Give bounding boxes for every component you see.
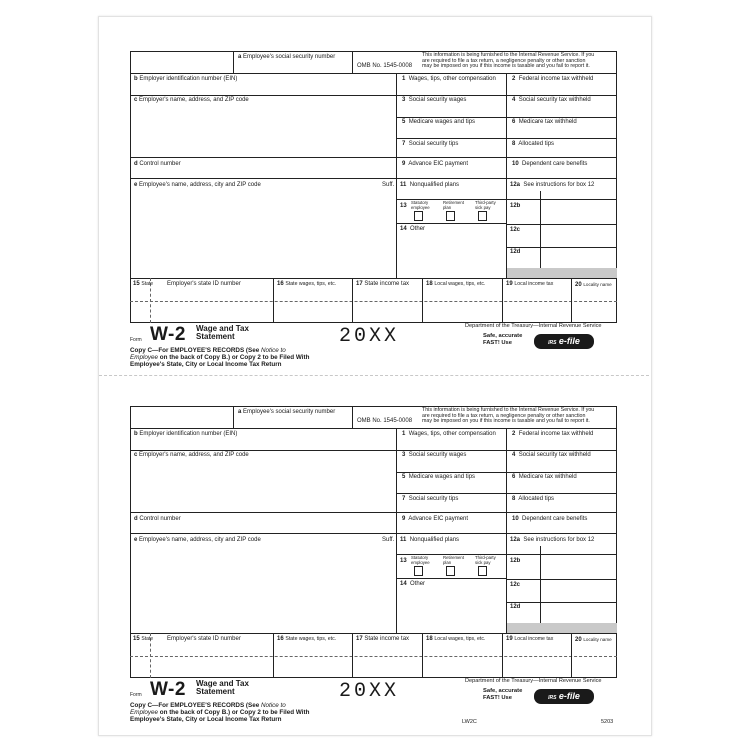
ssn-label: a Employee's social security number <box>238 409 336 415</box>
safe-accurate-text: Safe, accurate FAST! Use <box>483 333 523 346</box>
omb-number: OMB No. 1545-0008 <box>357 63 413 69</box>
third-party-sick-pay-label: Third-party sick pay <box>475 200 496 210</box>
retirement-plan-label: Retirement plan <box>443 200 465 210</box>
box11-label: 11 Nonqualified plans <box>400 182 460 188</box>
third-party-sick-pay-checkbox[interactable] <box>478 566 487 576</box>
w2-form-top <box>130 51 617 381</box>
box13-number: 13 <box>400 558 407 564</box>
box4-label: 4 Social security tax withheld <box>512 97 591 103</box>
box12b-label: 12b <box>510 203 521 209</box>
state-id-label: Employer's state ID number <box>167 281 241 287</box>
control-number-label: d Control number <box>134 161 181 167</box>
box12d-label: 12d <box>510 604 521 610</box>
form-word: Form <box>130 692 142 698</box>
box4-label: 4 Social security tax withheld <box>512 452 591 458</box>
box8-label: 8 Allocated tips <box>512 496 555 502</box>
box5-label: 5 Medicare wages and tips <box>402 474 476 480</box>
department-label: Department of the Treasury—Internal Revenue Service <box>465 678 602 684</box>
box12a-label: 12a See instructions for box 12 <box>510 182 595 188</box>
retirement-plan-checkbox[interactable] <box>446 211 455 221</box>
retirement-plan-checkbox[interactable] <box>446 566 455 576</box>
box12c-label: 12c <box>510 582 521 588</box>
tax-year: 20XX <box>339 325 400 348</box>
box1-label: 1 Wages, tips, other compensation <box>402 431 496 437</box>
box16-label: 16 State wages, tips, etc. <box>277 636 337 642</box>
w2-title: W-2 <box>150 679 186 700</box>
employer-name-label: c Employer's name, address, and ZIP code <box>134 97 249 103</box>
w2-title: W-2 <box>150 324 186 345</box>
irs-notice: This information is being furnished to the Internal Revenue Service. If you are required to file a tax return, a negligence penalty or other sanction may be imposed on you if this income is taxable and you fail to report it. <box>422 407 595 425</box>
box7-label: 7 Social security tips <box>402 496 459 502</box>
box15-label: 15 State <box>133 281 154 287</box>
suffix-label: Suff. <box>382 537 395 543</box>
omb-number: OMB No. 1545-0008 <box>357 418 413 424</box>
box3-label: 3 Social security wages <box>402 452 467 458</box>
safe-accurate-text: Safe, accurate FAST! Use <box>483 688 523 701</box>
box14-label: 14 Other <box>400 226 426 232</box>
form-code-left: LW2C <box>462 719 477 725</box>
box19-label: 19 Local income tax <box>506 636 554 642</box>
box6-label: 6 Medicare tax withheld <box>512 119 577 125</box>
box16-label: 16 State wages, tips, etc. <box>277 281 337 287</box>
retirement-plan-label: Retirement plan <box>443 555 465 565</box>
box8-label: 8 Allocated tips <box>512 141 555 147</box>
irs-notice: This information is being furnished to the Internal Revenue Service. If you are required to file a tax return, a negligence penalty or other sanction may be imposed on you if this income is taxable and you fail to report it. <box>422 52 595 70</box>
shaded-cell <box>507 268 617 278</box>
suffix-label: Suff. <box>382 182 395 188</box>
statutory-employee-label: Statutory employee <box>411 555 430 565</box>
employee-name-label: e Employee's name, address, city and ZIP code <box>134 182 261 188</box>
box18-label: 18 Local wages, tips, etc. <box>426 281 486 287</box>
employee-name-label: e Employee's name, address, city and ZIP code <box>134 537 261 543</box>
statutory-employee-checkbox[interactable] <box>414 566 423 576</box>
box11-label: 11 Nonqualified plans <box>400 537 460 543</box>
statutory-employee-checkbox[interactable] <box>414 211 423 221</box>
department-label: Department of the Treasury—Internal Revenue Service <box>465 323 602 329</box>
box12a-label: 12a See instructions for box 12 <box>510 537 595 543</box>
box17-label: 17 State income tax <box>356 636 410 642</box>
box3-label: 3 Social security wages <box>402 97 467 103</box>
statutory-employee-label: Statutory employee <box>411 200 430 210</box>
ein-label: b Employer identification number (EIN) <box>134 76 238 82</box>
box6-label: 6 Medicare tax withheld <box>512 474 577 480</box>
form-word: Form <box>130 337 142 343</box>
box17-label: 17 State income tax <box>356 281 410 287</box>
copy-c-instructions: Copy C—For EMPLOYEE'S RECORDS (See Notice to Employee on the back of Copy B.) or Copy 2 to be Filed With Employee's State, City or Local Income Tax Return <box>130 702 310 724</box>
box15-label: 15 State <box>133 636 154 642</box>
box13-number: 13 <box>400 203 407 209</box>
box20-label: 20 Locality name <box>575 282 612 288</box>
wage-tax-statement-title: Wage and Tax Statement <box>196 679 249 696</box>
form-code-right: 5203 <box>601 719 614 725</box>
box14-label: 14 Other <box>400 581 426 587</box>
box9-label: 9 Advance EIC payment <box>402 516 469 522</box>
w2-form-bottom <box>130 406 617 736</box>
box10-label: 10 Dependent care benefits <box>512 516 588 522</box>
box2-label: 2 Federal income tax withheld <box>512 431 594 437</box>
copy-c-instructions: Copy C—For EMPLOYEE'S RECORDS (See Notice to Employee on the back of Copy B.) or Copy 2 to be Filed With Employee's State, City or Local Income Tax Return <box>130 347 310 369</box>
box12d-label: 12d <box>510 249 521 255</box>
tax-year: 20XX <box>339 680 400 703</box>
box1-label: 1 Wages, tips, other compensation <box>402 76 496 82</box>
ssn-label: a Employee's social security number <box>238 54 336 60</box>
wage-tax-statement-title: Wage and Tax Statement <box>196 324 249 341</box>
box18-label: 18 Local wages, tips, etc. <box>426 636 486 642</box>
box19-label: 19 Local income tax <box>506 281 554 287</box>
box9-label: 9 Advance EIC payment <box>402 161 469 167</box>
state-id-label: Employer's state ID number <box>167 636 241 642</box>
irs-efile-logo: IRS e-file <box>534 689 594 704</box>
box5-label: 5 Medicare wages and tips <box>402 119 476 125</box>
employer-name-label: c Employer's name, address, and ZIP code <box>134 452 249 458</box>
third-party-sick-pay-checkbox[interactable] <box>478 211 487 221</box>
third-party-sick-pay-label: Third-party sick pay <box>475 555 496 565</box>
irs-efile-logo: IRS e-file <box>534 334 594 349</box>
control-number-label: d Control number <box>134 516 181 522</box>
box10-label: 10 Dependent care benefits <box>512 161 588 167</box>
box12c-label: 12c <box>510 227 521 233</box>
box12b-label: 12b <box>510 558 521 564</box>
shaded-cell <box>507 623 617 633</box>
box7-label: 7 Social security tips <box>402 141 459 147</box>
ein-label: b Employer identification number (EIN) <box>134 431 238 437</box>
box20-label: 20 Locality name <box>575 637 612 643</box>
box2-label: 2 Federal income tax withheld <box>512 76 594 82</box>
